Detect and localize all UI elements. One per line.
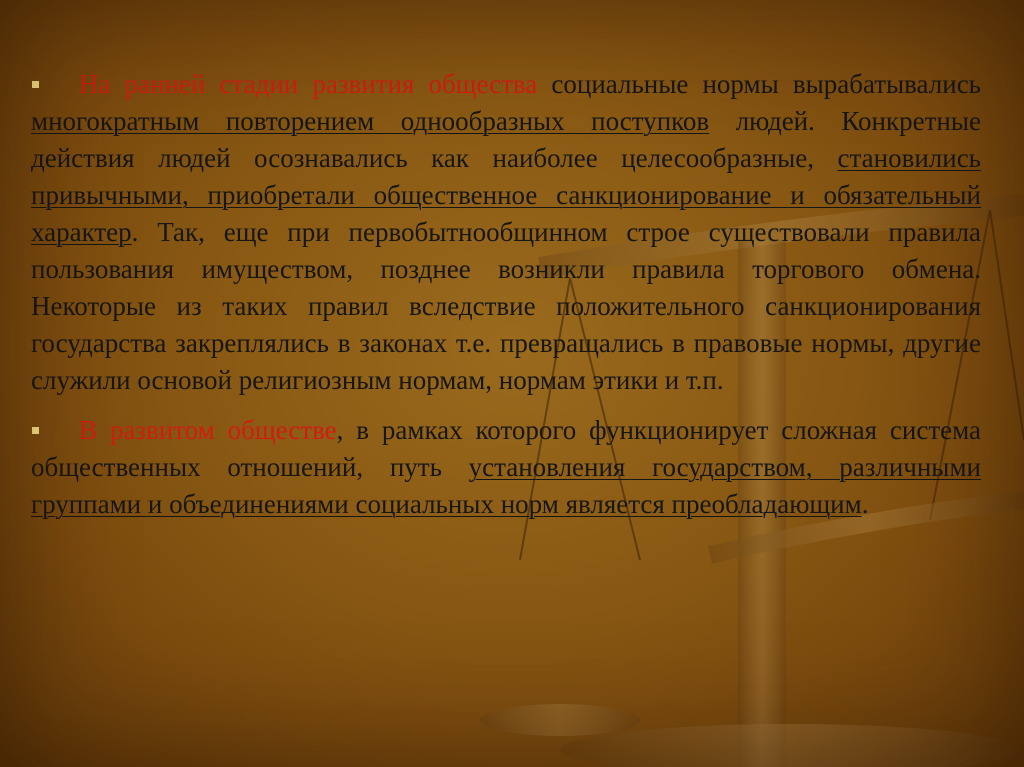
paragraph-developed-society bbox=[31, 412, 981, 523]
underlined-phrase: становились привычными, приобретали общественное санкционирование и обязательный характер bbox=[31, 143, 981, 247]
highlight-developed-society: В развитом обществе bbox=[79, 415, 337, 445]
paragraph-early-society bbox=[31, 66, 981, 399]
underlined-phrase: многократным повторением однообразных поступков bbox=[31, 106, 710, 136]
text-segment: социальные нормы вырабатывались bbox=[537, 69, 981, 99]
text-segment: . Так, еще при первобытнообщинном строе существовали правила пользования имуществом, позднее возникли правила торгового обмена. Некоторые из таких правил вследствие положительного санкционирования государства закреплялись в законах т.е. превращались в правовые нормы, другие служили основой религиозным нормам, нормам этики и т.п. bbox=[31, 217, 981, 395]
square-bullet-icon bbox=[32, 427, 39, 434]
square-bullet-icon bbox=[32, 81, 39, 88]
highlight-early-society: На ранней стадии развития общества bbox=[79, 69, 538, 99]
text-segment: , в рамках которого функционирует сложная система общественных отношений, путь bbox=[31, 415, 981, 482]
slide-text bbox=[31, 66, 981, 523]
underlined-phrase: установления государством, различными группами и объединениями социальных норм является преобладающим bbox=[31, 452, 981, 519]
text-segment: . bbox=[861, 489, 869, 519]
text-segment: людей. Конкретные действия людей осознавались как наиболее целесообразные, bbox=[31, 106, 981, 173]
